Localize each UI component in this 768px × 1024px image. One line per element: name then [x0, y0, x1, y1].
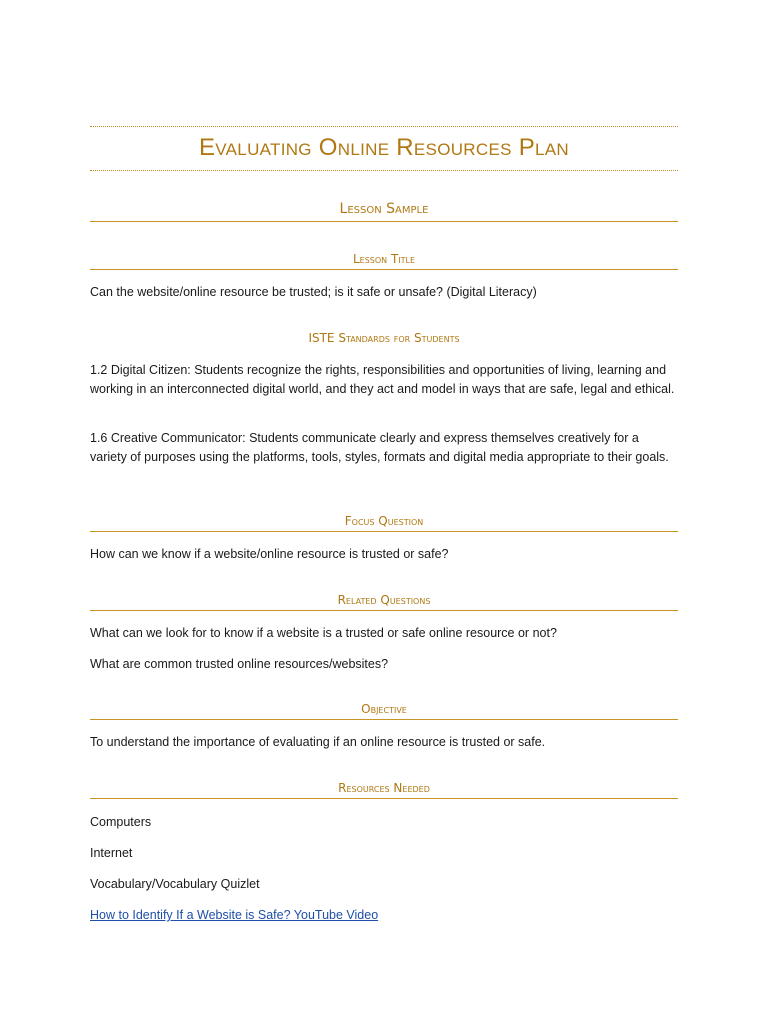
iste-standard-1-2: 1.2 Digital Citizen: Students recognize the rights, responsibilities and opportunities of living, learning and working in an interconnected digital world, and they act and model in ways that are safe, legal and ethical.: [90, 363, 675, 396]
related-questions-rule: [90, 610, 678, 611]
objective-rule: [90, 719, 678, 720]
objective-heading: Objective: [361, 702, 407, 716]
resources-needed-rule: [90, 798, 678, 799]
related-questions-heading: Related Questions: [337, 593, 431, 607]
iste-heading: ISTE Standards for Students: [308, 331, 460, 345]
objective-text: To understand the importance of evaluating if an online resource is trusted or safe.: [90, 735, 546, 749]
resource-item: Vocabulary/Vocabulary Quizlet: [90, 877, 260, 891]
title-bottom-rule: [90, 170, 678, 171]
document-title: Evaluating Online Resources Plan: [198, 134, 569, 161]
youtube-video-link[interactable]: How to Identify If a Website is Safe? YouTube Video: [90, 908, 379, 922]
lesson-sample-rule: [90, 221, 678, 222]
iste-standard-1-6: 1.6 Creative Communicator: Students communicate clearly and express themselves creatively for a variety of purposes using the platforms, tools, styles, formats and digital media appropriate to their goals.: [90, 431, 669, 464]
resource-link-line: [90, 906, 678, 925]
lesson-title-heading: Lesson Title: [352, 252, 416, 266]
lesson-sample-heading: Lesson Sample: [339, 201, 429, 217]
focus-question-heading: Focus Question: [344, 514, 424, 528]
lesson-title-rule: [90, 269, 678, 270]
lesson-title-text: Can the website/online resource be trusted; is it safe or unsafe? (Digital Literacy): [90, 285, 537, 299]
title-top-rule: [90, 126, 678, 127]
related-question-1: What can we look for to know if a website is a trusted or safe online resource or not?: [90, 626, 557, 640]
focus-question-rule: [90, 531, 678, 532]
resource-item: Internet: [90, 846, 133, 860]
focus-question-text: How can we know if a website/online resource is trusted or safe?: [90, 547, 449, 561]
related-question-2: What are common trusted online resources/websites?: [90, 657, 389, 671]
resources-needed-heading: Resources Needed: [338, 781, 430, 795]
resource-item: Computers: [90, 815, 152, 829]
